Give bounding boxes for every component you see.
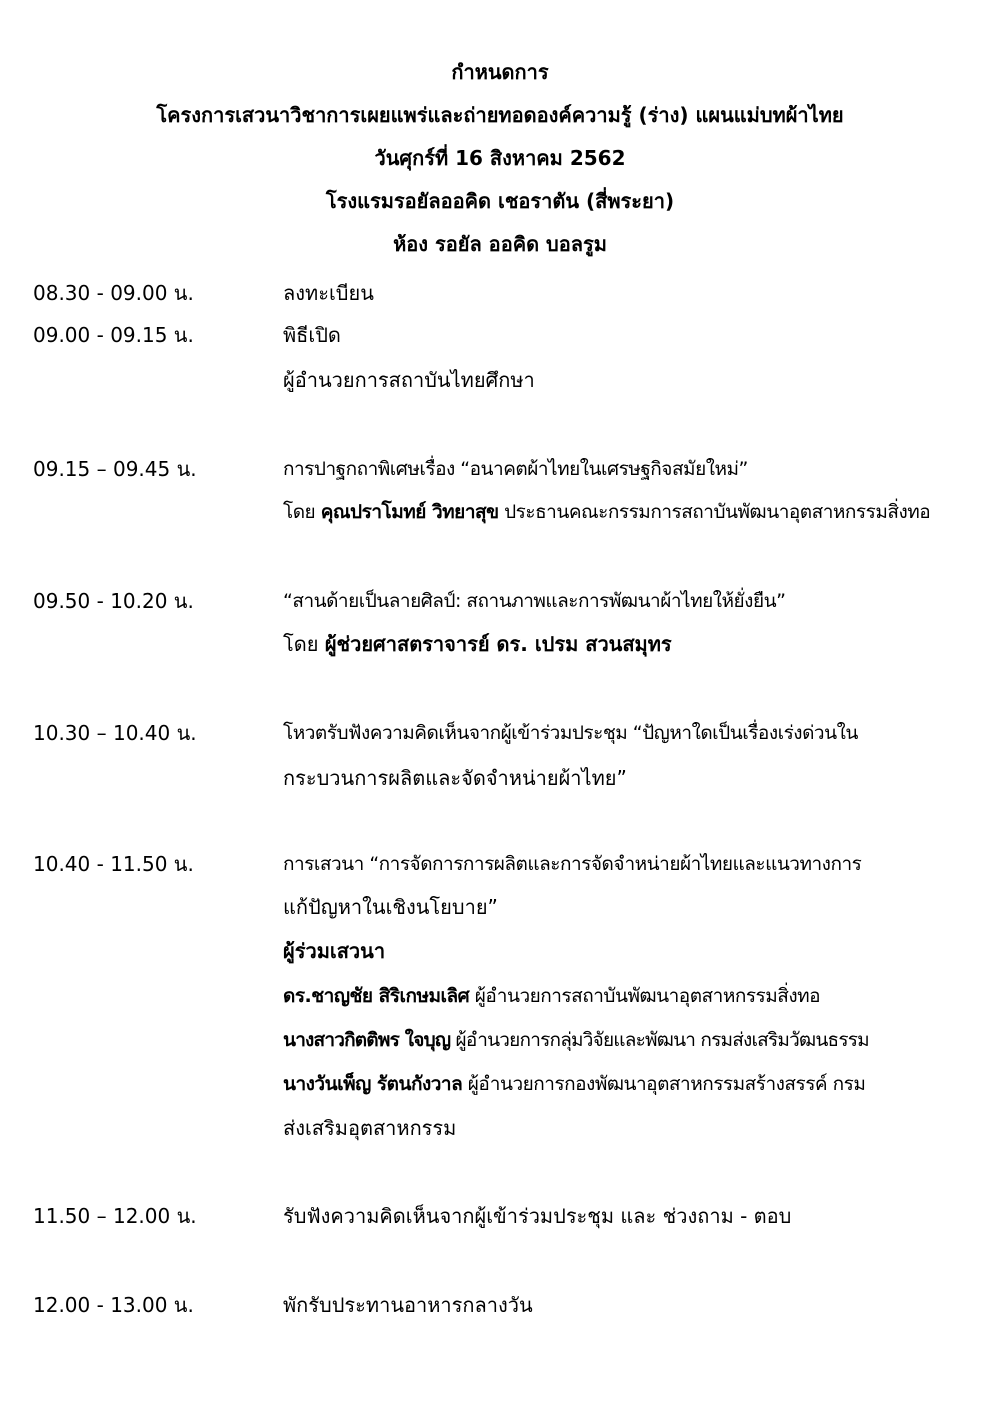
speaker-role: ประธานคณะกรรมการสถาบันพัฒนาอุตสาหกรรมสิ่งทอ [498,501,931,523]
panelist-role-cont: ส่งเสริมอุตสาหกรรม [283,1116,457,1140]
agenda-time: 08.30 - 09.00 น. [33,281,194,305]
agenda-activity: “สานด้ายเป็นลายศิลป์: สถานภาพและการพัฒนาผ้าไทยให้ยั่งยืน” [283,590,786,612]
panelist-role: ผู้อำนวยการกลุ่มวิจัยและพัฒนา กรมส่งเสริมวัฒนธรรม [450,1029,869,1051]
agenda-activity: การเสวนา “การจัดการการผลิตและการจัดจำหน่ายผ้าไทยและแนวทางการ [283,853,862,875]
agenda-activity: โหวตรับฟังความคิดเห็นจากผู้เข้าร่วมประชุม “ปัญหาใดเป็นเรื่องเร่งด่วนใน [283,722,858,744]
agenda-activity: พักรับประทานอาหารกลางวัน [283,1293,533,1317]
event-date: วันศุกร์ที่ 16 สิงหาคม 2562 [374,146,626,170]
panelist [283,1070,865,1098]
agenda-time: 12.00 - 13.00 น. [33,1293,194,1317]
project-title: โครงการเสวนาวิชาการเผยแพร่และถ่ายทอดองค์ความรู้ (ร่าง) แผนแม่บทผ้าไทย [156,103,844,127]
panelist-name: นางสาวกิตติพร ใจบุญ [283,1029,451,1051]
panelist-name: ดร.ชาญชัย สิริเกษมเลิศ [283,985,470,1007]
agenda-speaker-line [283,498,930,526]
agenda-activity: พิธีเปิด [283,323,341,347]
agenda-time: 09.15 – 09.45 น. [33,457,197,481]
panelist-role: ผู้อำนวยการกองพัฒนาอุตสาหกรรมสร้างสรรค์ กรม [462,1073,866,1095]
agenda-activity: ลงทะเบียน [283,281,374,305]
speaker-name: คุณปราโมทย์ วิทยาสุข [320,501,499,523]
by-prefix: โดย [283,632,325,656]
agenda-time: 10.30 – 10.40 น. [33,721,197,745]
panelist [283,1026,869,1054]
agenda-time: 10.40 - 11.50 น. [33,852,194,876]
agenda-activity: รับฟังความคิดเห็นจากผู้เข้าร่วมประชุม และ ช่วงถาม - ตอบ [283,1204,792,1228]
page-title: กำหนดการ [451,60,549,84]
agenda-time: 09.00 - 09.15 น. [33,323,194,347]
agenda-speaker-line [283,630,672,658]
speaker-name: ผู้ช่วยศาสตราจารย์ ดร. เปรม สวนสมุทร [324,632,672,656]
panelist-name: นางวันเพ็ญ รัตนกังวาล [283,1073,463,1095]
by-prefix: โดย [283,501,321,523]
panelist [283,982,820,1010]
panel-heading: ผู้ร่วมเสวนา [283,939,386,963]
event-venue: โรงแรมรอยัลออคิด เชอราตัน (สี่พระยา) [325,189,675,213]
agenda-time: 09.50 - 10.20 น. [33,589,194,613]
agenda-activity: การปาฐกถาพิเศษเรื่อง “อนาคตผ้าไทยในเศรษฐกิจสมัยใหม่” [283,458,748,480]
event-room: ห้อง รอยัล ออคิด บอลรูม [393,232,607,256]
agenda-person: ผู้อำนวยการสถาบันไทยศึกษา [283,368,535,392]
agenda-time: 11.50 – 12.00 น. [33,1204,197,1228]
agenda-activity-cont: กระบวนการผลิตและจัดจำหน่ายผ้าไทย” [283,766,627,790]
agenda-activity-cont: แก้ปัญหาในเชิงนโยบาย” [283,895,498,919]
panelist-role: ผู้อำนวยการสถาบันพัฒนาอุตสาหกรรมสิ่งทอ [469,985,821,1007]
